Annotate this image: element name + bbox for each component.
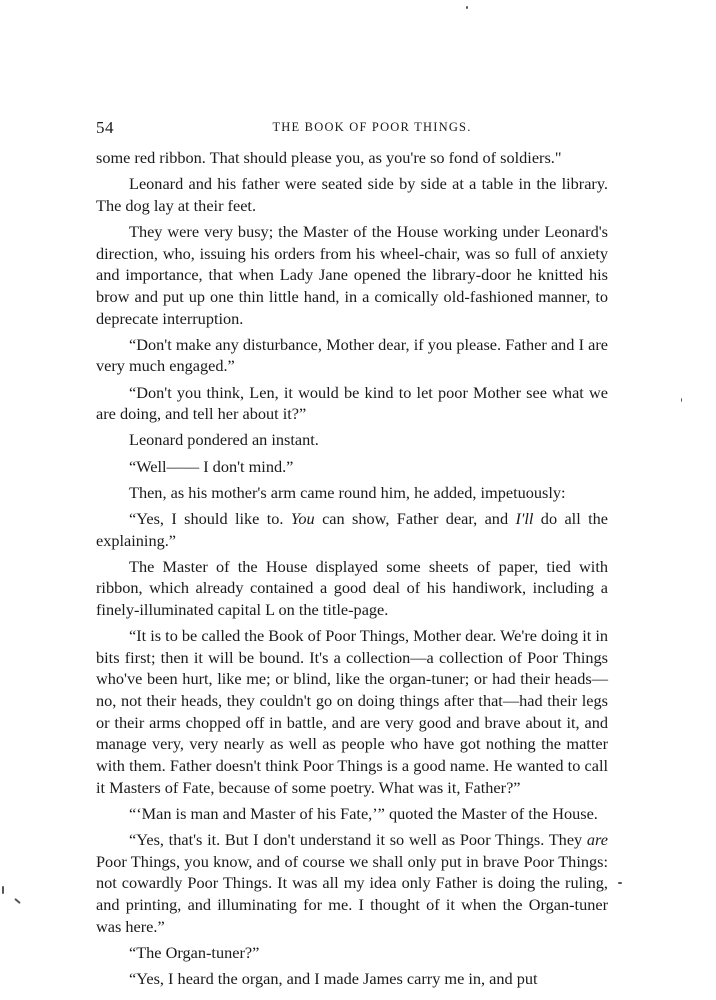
paragraph-13-text: Poor Things, you know, and of course we shall only put in brave Poor Things: not cowardly Poor Things. It was all my idea only Father is doing the ruling, and printing, and illuminating for me. I thought of it when the Organ-tuner was here.” <box>96 851 608 936</box>
paper-speck <box>618 882 622 884</box>
paragraph-6: Leonard pondered an instant. <box>129 430 319 450</box>
paragraph-7: “Well—— I don't mind.” <box>129 456 294 476</box>
paragraph-9-text: can show, Father dear, and <box>314 508 516 528</box>
paragraph-9-text: do all the explaining.” <box>96 508 608 550</box>
paragraph-12: “‘Man is man and Master of his Fate,’” quoted the Master of the House. <box>129 803 598 823</box>
paragraph-13 <box>96 829 608 937</box>
paper-speck <box>466 6 468 9</box>
paragraph-1: some red ribbon. That should please you, as you're so fond of soldiers." <box>96 148 562 167</box>
paragraph-9-emphasis-you: You <box>290 508 315 528</box>
paper-speck <box>681 398 682 402</box>
paragraph-13-emphasis-are: are <box>586 830 608 850</box>
running-title: THE BOOK OF POOR THINGS. <box>272 120 472 134</box>
paragraph-8: Then, as his mother's arm came round him, he added, impetuously: <box>129 482 566 502</box>
running-head <box>96 118 608 138</box>
paragraph-5: “Don't you think, Len, it would be kind to let poor Mother see what we are doing, and tell her about it?” <box>96 382 608 424</box>
paragraph-13-text: “Yes, that's it. But I don't understand it so well as Poor Things. They <box>129 830 587 850</box>
paragraph-9-emphasis-ill: I'll <box>515 508 534 528</box>
paper-speck <box>14 898 21 904</box>
paragraph-4: “Don't make any disturbance, Mother dear, if you please. Father and I are very much engaged.” <box>96 334 608 376</box>
paper-speck <box>2 886 4 894</box>
paragraph-9-text: “Yes, I should like to. <box>129 508 291 528</box>
paragraph-11: “It is to be called the Book of Poor Things, Mother dear. We're doing it in bits first; then it will be bound. It's a collection—a collection of Poor Things who've been hurt, like me; or blind, like the organ-tuner; or had their heads—no, not their heads, they couldn't go on doing things after that—had their legs or their arms chopped off in battle, and are very good and brave about it, and manage very, very nearly as well as people who have got nothing the matter with them. Father doesn't think Poor Things is a good name. He wanted to call it Masters of Fate, because of some poetry. What was it, Father?” <box>96 626 608 797</box>
paragraph-2: Leonard and his father were seated side by side at a table in the library. The dog lay at their feet. <box>96 174 608 215</box>
paragraph-10: The Master of the House displayed some sheets of paper, tied with ribbon, which already contained a good deal of his handiwork, including a finely-illuminated capital L on the title-page. <box>96 556 608 619</box>
paragraph-14: “The Organ-tuner?” <box>129 942 260 962</box>
body-text <box>96 147 608 994</box>
paragraph-9 <box>96 508 608 551</box>
paragraph-3: They were very busy; the Master of the House working under Leonard's direction, who, issuing his orders from his wheel-chair, was so full of anxiety and importance, that when Lady Jane opened the library-door he knitted his brow and put up one thin little hand, in a comically old-fashioned manner, to deprecate interruption. <box>96 221 608 328</box>
page-number: 54 <box>96 118 114 137</box>
paragraph-15: “Yes, I heard the organ, and I made James carry me in, and put <box>129 968 538 988</box>
